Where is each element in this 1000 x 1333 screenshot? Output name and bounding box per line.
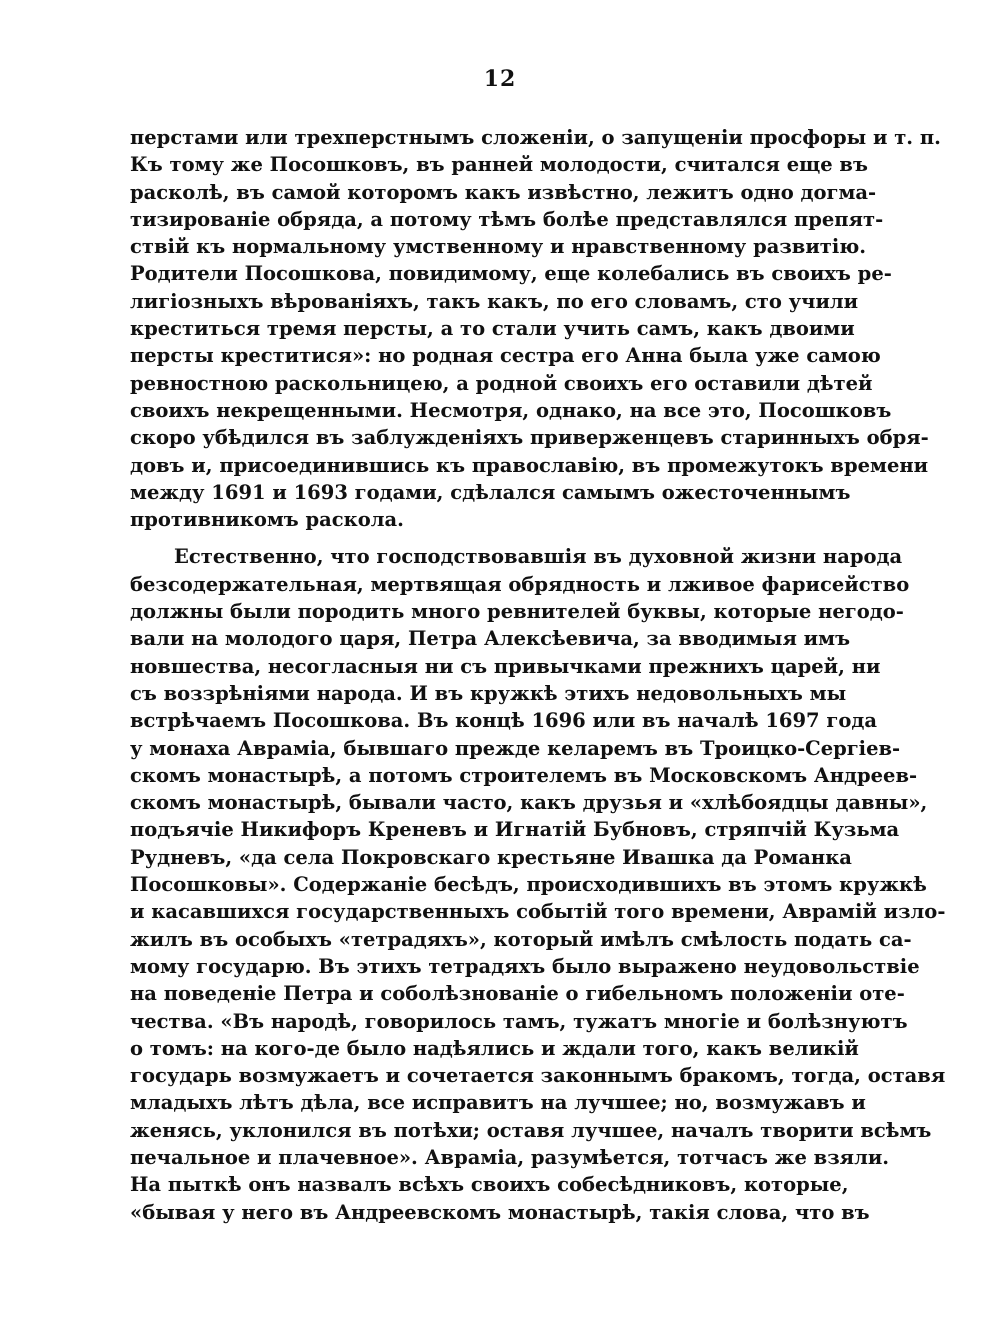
text-line: скомъ монастырѣ, а потомъ строителемъ въ Московскомъ Андреев- bbox=[130, 763, 918, 787]
text-line: Посошковы». Содержаніе бесѣдъ, происходившихъ въ этомъ кружкѣ bbox=[130, 873, 927, 897]
text-line: печальное и плачевное». Авраміа, разумѣется, тотчасъ же взяли. bbox=[130, 1145, 890, 1169]
text-line: перстами или трехперстнымъ сложеніи, о запущеніи просфоры и т. п. bbox=[130, 126, 941, 149]
text-line: у монаха Авраміа, бывшаго прежде келаремъ въ Троицко-Сергіев- bbox=[130, 736, 901, 760]
text-line: государь возмужаетъ и сочетается законнымъ бракомъ, тогда, оставя bbox=[130, 1064, 946, 1088]
text-line: на поведеніе Петра и соболѣзнованіе о гибельномъ положеніи оте- bbox=[130, 982, 905, 1006]
paragraph-2 bbox=[130, 543, 946, 1225]
text-line: ревностною раскольницею, а родной своихъ его оставили дѣтей bbox=[130, 371, 873, 395]
text-line: «бывая у него въ Андреевскомъ монастырѣ, такія слова, что въ bbox=[130, 1200, 870, 1224]
text-line: тизированіе обряда, а потому тѣмъ болѣе представлялся препят- bbox=[130, 207, 884, 231]
text-line: вали на молодого царя, Петра Алексѣевича, за вводимыя имъ bbox=[130, 627, 851, 651]
text-line: довъ и, присоединившись къ православію, въ промежутокъ времени bbox=[130, 453, 929, 477]
text-line: креститься тремя персты, а то стали учить самъ, какъ двоими bbox=[130, 317, 855, 341]
text-line: жилъ въ особыхъ «тетрадяхъ», который имѣлъ смѣлость подать са- bbox=[130, 927, 912, 951]
text-line: должны были породить много ревнителей буквы, которые негодо- bbox=[130, 600, 904, 624]
text-line: Рудневъ, «да села Покровскаго крестьяне Ивашка да Романка bbox=[130, 845, 852, 869]
text-line: скоро убѣдился въ заблужденіяхъ приверженцевъ старинныхъ обря- bbox=[130, 426, 929, 450]
text-line: женясь, уклонился въ потѣхи; оставя лучшее, началъ творити всѣмъ bbox=[130, 1118, 932, 1142]
text-line: лигіозныхъ вѣрованіяхъ, такъ какъ, по его словамъ, сто учили bbox=[130, 289, 859, 313]
text-line: мому государю. Въ этихъ тетрадяхъ было выражено неудовольствіе bbox=[130, 954, 920, 978]
text-line: персты креститися»: но родная сестра его Анна была уже самою bbox=[130, 344, 881, 368]
text-line: подъячіе Никифоръ Креневъ и Игнатій Бубновъ, стряпчій Кузьма bbox=[130, 818, 900, 842]
text-line: противникомъ раскола. bbox=[130, 508, 404, 532]
text-line: безсодержательная, мертвящая обрядность и лживое фарисейство bbox=[130, 572, 910, 596]
text-line: новшества, несогласныя ни съ привычками прежнихъ царей, ни bbox=[130, 654, 881, 678]
text-line: о томъ: на кого-де было надѣялись и ждали того, какъ великій bbox=[130, 1036, 859, 1060]
text-line: расколѣ, въ самой которомъ какъ извѣстно, лежитъ одно догма- bbox=[130, 180, 877, 204]
text-line: своихъ некрещенными. Несмотря, однако, на все это, Посошковъ bbox=[130, 398, 892, 422]
text-line: скомъ монастырѣ, бывали часто, какъ друзья и «хлѣбоядцы давны», bbox=[130, 791, 928, 815]
text-line: На пыткѣ онъ назвалъ всѣхъ своихъ собесѣдниковъ, которые, bbox=[130, 1173, 849, 1197]
paragraph-1 bbox=[130, 124, 941, 533]
text-line: ствій къ нормальному умственному и нравственному развитію. bbox=[130, 235, 867, 259]
text-line: и касавшихся государственныхъ событій того времени, Аврамій изло- bbox=[130, 900, 946, 924]
text-line: чества. «Въ народѣ, говорилось тамъ, тужатъ многіе и болѣзнуютъ bbox=[130, 1009, 908, 1033]
text-line: между 1691 и 1693 годами, сдѣлался самымъ ожесточеннымъ bbox=[130, 480, 851, 504]
text-line: младыхъ лѣтъ дѣла, все исправитъ на лучшее; но, возмужавъ и bbox=[130, 1091, 866, 1115]
text-line: съ воззрѣніями народа. И въ кружкѣ этихъ недовольныхъ мы bbox=[130, 681, 847, 705]
page-number: 12 bbox=[483, 66, 517, 92]
body-text bbox=[130, 124, 946, 1226]
text-line: Къ тому же Посошковъ, въ ранней молодости, считался еще въ bbox=[130, 153, 868, 177]
text-line: встрѣчаемъ Посошкова. Въ концѣ 1696 или въ началѣ 1697 года bbox=[130, 709, 877, 733]
text-line: Родители Посошкова, повидимому, еще колебались въ своихъ ре- bbox=[130, 262, 892, 286]
text-line: Естественно, что господствовавшія въ духовной жизни народа bbox=[174, 545, 903, 569]
